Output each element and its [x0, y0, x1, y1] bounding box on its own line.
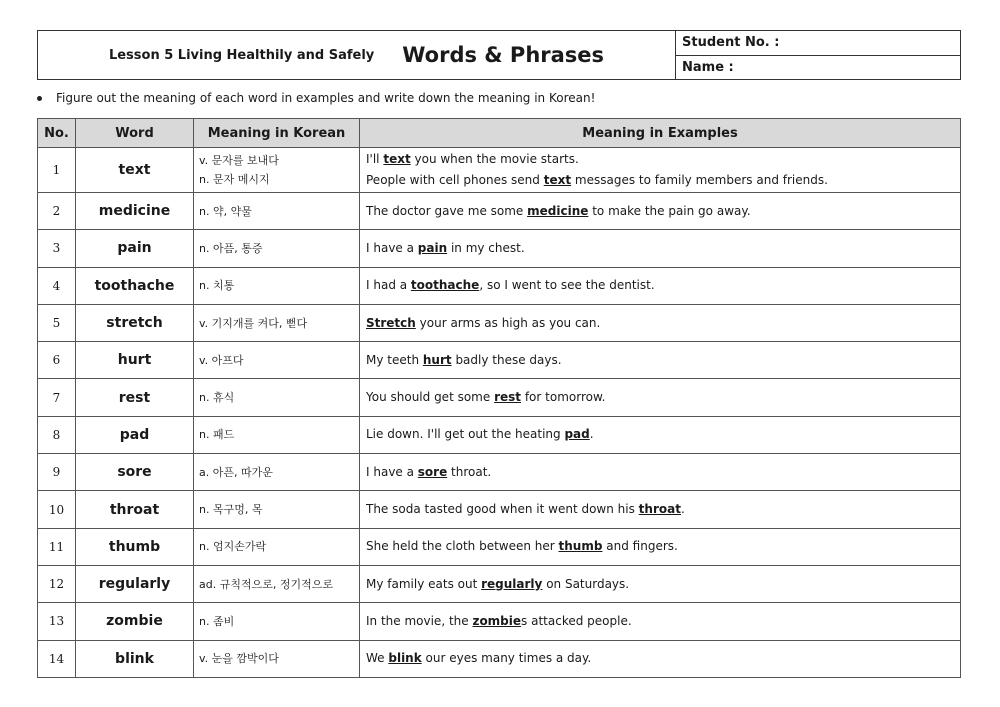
example-text: The soda tasted good when it went down his [366, 502, 639, 517]
example-cell [360, 304, 961, 341]
example-keyword: pain [417, 240, 448, 255]
example-keyword: hurt [422, 352, 452, 367]
row-number: 8 [38, 416, 76, 453]
korean-meaning: v. 눈을 깜박이다 [199, 652, 279, 666]
example-cell [360, 454, 961, 491]
example-sentence [366, 275, 959, 296]
vocabulary-table [37, 118, 961, 678]
row-number: 3 [38, 230, 76, 267]
worksheet-header [37, 30, 961, 80]
example-text: I'll [366, 152, 384, 166]
example-text: , so I went to see the dentist. [479, 278, 655, 293]
column-header-word: Word [76, 119, 194, 148]
row-number: 13 [38, 603, 76, 640]
korean-meaning: v. 아프다 [199, 353, 244, 367]
row-number: 12 [38, 565, 76, 602]
example-text: and fingers. [602, 539, 678, 554]
example-sentence [366, 201, 959, 222]
table-row [38, 304, 961, 341]
row-number: 10 [38, 491, 76, 528]
row-number: 1 [38, 148, 76, 193]
example-cell [360, 416, 961, 453]
korean-meaning-cell [194, 454, 360, 491]
example-keyword: medicine [527, 203, 589, 218]
korean-meaning: n. 치통 [199, 279, 235, 293]
table-row [38, 148, 961, 193]
example-keyword: thumb [558, 539, 603, 554]
table-row [38, 528, 961, 565]
korean-meaning: n. 좀비 [199, 614, 235, 628]
column-header-meaning-examples: Meaning in Examples [360, 119, 961, 148]
example-cell [360, 267, 961, 304]
table-row [38, 640, 961, 677]
example-text: You should get some [366, 390, 495, 405]
row-number: 14 [38, 640, 76, 677]
vocab-word: throat [76, 491, 194, 528]
example-cell [360, 379, 961, 416]
korean-meaning-cell [194, 640, 360, 677]
korean-meaning: n. 휴식 [199, 391, 235, 405]
instruction [37, 91, 595, 105]
vocab-word: regularly [76, 565, 194, 602]
column-header-meaning-korean: Meaning in Korean [194, 119, 360, 148]
row-number: 2 [38, 193, 76, 230]
example-text: badly these days. [451, 352, 562, 367]
example-text: In the movie, the [366, 613, 473, 628]
row-number: 5 [38, 304, 76, 341]
example-sentence [366, 387, 959, 408]
example-sentence [366, 149, 959, 170]
row-number: 6 [38, 342, 76, 379]
korean-meaning: v. 기지개를 켜다, 뻗다 [199, 316, 308, 330]
student-info-box [675, 31, 960, 79]
table-row [38, 603, 961, 640]
example-cell [360, 148, 961, 193]
example-text: your arms as high as you can. [415, 315, 601, 330]
korean-meaning: n. 아픔, 통증 [199, 241, 263, 255]
vocab-word: medicine [76, 193, 194, 230]
example-text: . [589, 427, 594, 442]
korean-meaning: n. 엄지손가락 [199, 540, 267, 554]
example-text: I have a [366, 240, 418, 255]
example-sentence [366, 238, 959, 259]
example-sentence [366, 648, 959, 669]
example-sentence [366, 170, 959, 191]
korean-meaning: n. 약, 약물 [199, 204, 252, 218]
example-text: our eyes many times a day. [421, 651, 592, 666]
example-keyword: toothache [410, 278, 480, 293]
example-sentence [366, 313, 959, 334]
example-keyword: text [543, 173, 572, 187]
example-text: in my chest. [447, 240, 525, 255]
table-row [38, 193, 961, 230]
example-text: People with cell phones send [366, 173, 544, 187]
example-sentence [366, 574, 959, 595]
korean-meaning-cell [194, 304, 360, 341]
example-text: My family eats out [366, 576, 482, 591]
example-keyword: zombie [472, 613, 522, 628]
example-text: you when the movie starts. [410, 152, 579, 166]
example-sentence [366, 499, 959, 520]
example-keyword: text [383, 152, 411, 166]
table-row [38, 454, 961, 491]
vocab-word: toothache [76, 267, 194, 304]
example-cell [360, 230, 961, 267]
example-text: s attacked people. [521, 613, 632, 628]
example-cell [360, 603, 961, 640]
title-area [38, 31, 675, 79]
table-header-row [38, 119, 961, 148]
vocab-word: zombie [76, 603, 194, 640]
korean-meaning-cell [194, 148, 360, 193]
example-keyword: Stretch [366, 315, 416, 330]
row-number: 4 [38, 267, 76, 304]
example-text: We [366, 651, 389, 666]
example-keyword: rest [494, 390, 522, 405]
korean-meaning: n. 패드 [199, 428, 235, 442]
table-row [38, 267, 961, 304]
example-keyword: pad [564, 427, 590, 442]
vocab-word: rest [76, 379, 194, 416]
example-sentence [366, 350, 959, 371]
example-cell [360, 565, 961, 602]
korean-meaning-cell [194, 193, 360, 230]
row-number: 7 [38, 379, 76, 416]
korean-meaning: ad. 규칙적으로, 정기적으로 [199, 577, 333, 591]
example-text: to make the pain go away. [588, 203, 751, 218]
vocab-word: pain [76, 230, 194, 267]
example-cell [360, 528, 961, 565]
example-text: The doctor gave me some [366, 203, 528, 218]
vocab-word: hurt [76, 342, 194, 379]
korean-meaning-cell [194, 230, 360, 267]
vocab-word: thumb [76, 528, 194, 565]
example-sentence [366, 536, 959, 557]
example-text: throat. [447, 464, 492, 479]
korean-meaning-cell [194, 491, 360, 528]
student-no-field[interactable]: Student No. : [682, 35, 780, 51]
example-text: on Saturdays. [542, 576, 630, 591]
korean-meaning: n. 목구멍, 목 [199, 503, 263, 517]
table-row [38, 491, 961, 528]
row-number: 9 [38, 454, 76, 491]
example-text: I have a [366, 464, 418, 479]
example-text: She held the cloth between her [366, 539, 559, 554]
example-sentence [366, 424, 959, 445]
column-header-no: No. [38, 119, 76, 148]
vocab-word: sore [76, 454, 194, 491]
example-text: . [680, 502, 685, 517]
korean-meaning-cell [194, 565, 360, 602]
page-title: Words & Phrases [402, 43, 605, 67]
example-cell [360, 640, 961, 677]
korean-meaning: a. 아픈, 따가운 [199, 465, 273, 479]
korean-meaning: v. 문자를 보내다 [199, 154, 279, 167]
korean-meaning-cell [194, 342, 360, 379]
example-keyword: sore [417, 464, 448, 479]
vocab-word: pad [76, 416, 194, 453]
korean-meaning-cell [194, 416, 360, 453]
example-cell [360, 491, 961, 528]
bullet-icon [37, 96, 42, 101]
table-row [38, 230, 961, 267]
vocab-word: stretch [76, 304, 194, 341]
row-number: 11 [38, 528, 76, 565]
example-text: My teeth [366, 352, 423, 367]
lesson-title: Lesson 5 Living Healthily and Safely [108, 47, 375, 63]
example-text: messages to family members and friends. [571, 173, 828, 187]
korean-meaning-cell [194, 528, 360, 565]
example-keyword: regularly [481, 576, 543, 591]
table-row [38, 416, 961, 453]
korean-meaning-cell [194, 603, 360, 640]
example-text: for tomorrow. [521, 390, 606, 405]
vocab-word: blink [76, 640, 194, 677]
table-row [38, 379, 961, 416]
example-sentence [366, 611, 959, 632]
example-text: I had a [366, 278, 411, 293]
table-row [38, 342, 961, 379]
example-sentence [366, 462, 959, 483]
table-row [38, 565, 961, 602]
vocab-word: text [76, 148, 194, 193]
example-cell [360, 342, 961, 379]
example-keyword: blink [388, 651, 422, 666]
example-cell [360, 193, 961, 230]
instruction-text: Figure out the meaning of each word in examples and write down the meaning in Korean! [56, 91, 596, 105]
example-keyword: throat [638, 502, 681, 517]
korean-meaning-cell [194, 267, 360, 304]
korean-meaning-cell [194, 379, 360, 416]
example-text: Lie down. I'll get out the heating [366, 427, 565, 442]
table-body [38, 148, 961, 678]
name-field[interactable]: Name : [676, 55, 960, 80]
korean-meaning: n. 문자 메시지 [199, 173, 270, 186]
